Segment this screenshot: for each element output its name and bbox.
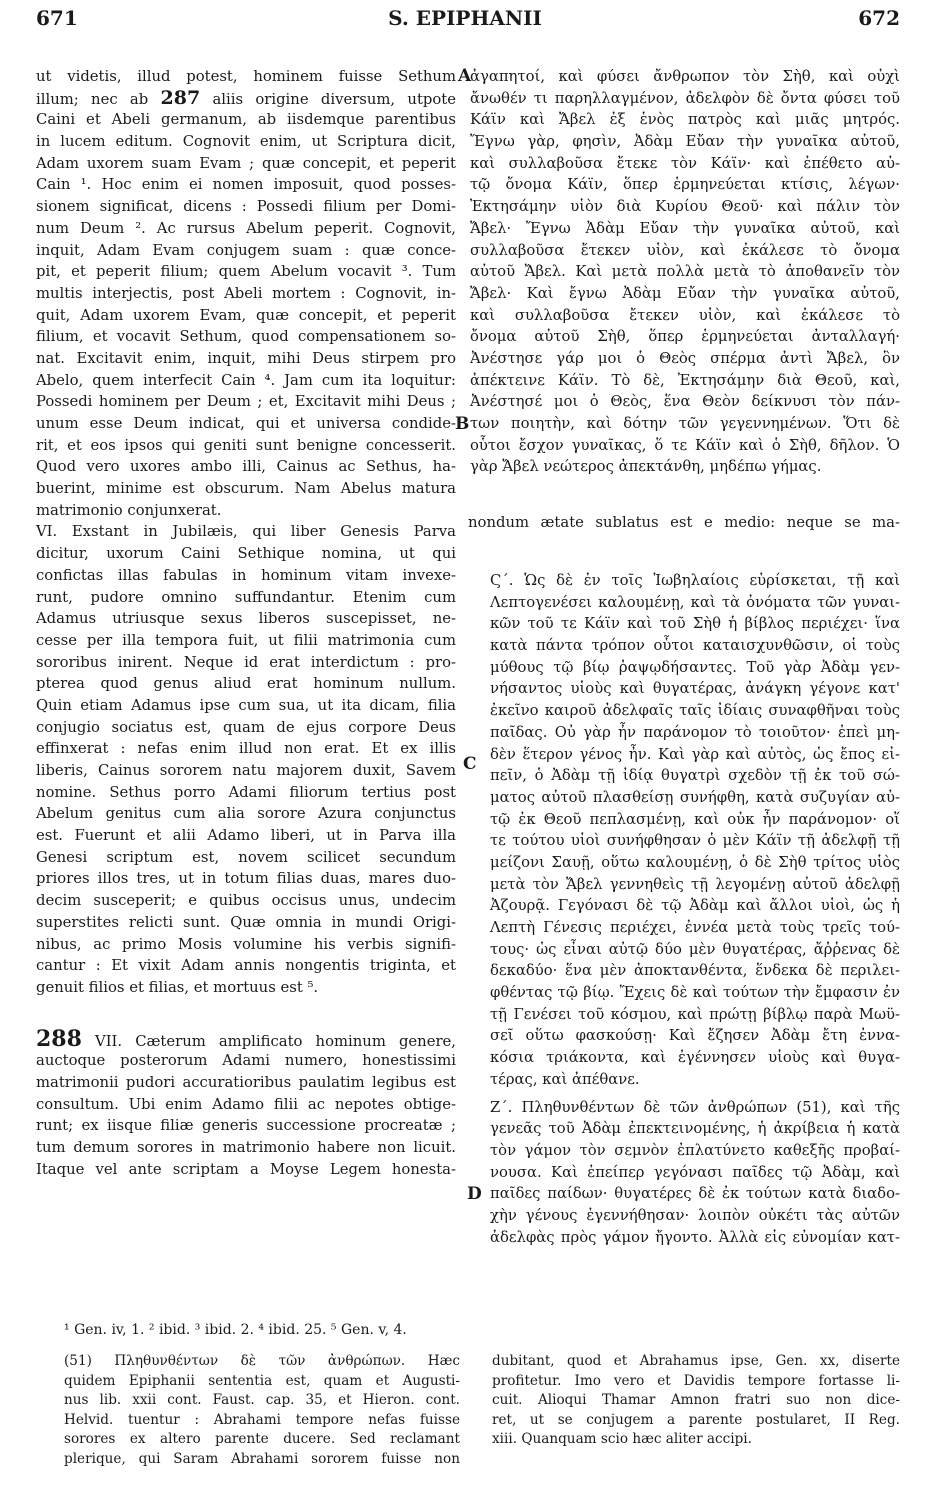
text-line: τὸν γάμον τὸν σεμνὸν ἐπλατύνετο καθεξῆς προβαί- bbox=[490, 1141, 900, 1159]
text-line: χὴν γένους ἐγεννήθησαν· λοιπὸν οὐκέτι τὰς αὐτῶν bbox=[490, 1206, 900, 1224]
text-line: τῷ ἐκ Θεοῦ πεπλασμένῃ, καὶ οὐκ ἦν παράνομον· οἵ bbox=[490, 810, 900, 828]
text-line: num Deum ². Ac rursus Abelum peperit. Cognovit, bbox=[36, 219, 456, 237]
text-line: matrimonii pudori accuratioribus paulatim legibus est bbox=[36, 1073, 456, 1091]
page-number-right: 672 bbox=[858, 6, 900, 30]
note-left-column bbox=[64, 1352, 460, 1469]
text-line: κατὰ πάντα τρόπον οὗτοι καταισχυνθῶσιν, οἱ τοὺς bbox=[490, 637, 900, 655]
text-line: γενεᾶς τοῦ Ἀδὰμ ἐπεκτεινομένης, ἡ ἀκρίβεια ἡ κατὰ bbox=[490, 1120, 900, 1138]
note-right-column bbox=[492, 1352, 900, 1450]
margin-marker-b: B bbox=[455, 414, 470, 434]
text-line: conjugio sociatus est, quam de ejus corpore Deus bbox=[36, 718, 456, 736]
text-line: tum demum sorores in matrimonio habere non licuit. bbox=[36, 1139, 456, 1156]
text-line: confictas illas fabulas in hominum vitam invexe- bbox=[36, 566, 456, 584]
text-line: Ἀζουρᾷ. Γεγόνασι δὲ τῷ Ἀδὰμ καὶ ἄλλοι υἱοὶ, ὡς ἡ bbox=[490, 897, 900, 915]
text-line: consultum. Ubi enim Adamo filii ac nepotes obtige- bbox=[36, 1095, 456, 1113]
text-line: Ἀνέστησέ μοι ὁ Θεὸς, ἕνα Θεὸν δείκνυσι τὸν πάν- bbox=[470, 393, 900, 411]
text-line: multis interjectis, post Abeli mortem : Cognovit, in- bbox=[36, 284, 456, 302]
text-line: Genesi scriptum est, novem scilicet secundum bbox=[36, 848, 456, 866]
text-line: nibus, ac primo Mosis volumine his verbis signifi- bbox=[36, 935, 456, 953]
text-line: κῶν τοῦ τε Κάϊν καὶ τοῦ Σὴθ ἡ βίβλος περιέχει· ἵνα bbox=[490, 615, 900, 633]
text-line: cuit. Alioqui Thamar Amnon fratri suo non dice- bbox=[492, 1392, 900, 1408]
text-line: φθέντας τῷ βίῳ. Ἔχεις δὲ καὶ τούτων τὴν ἔμφασιν ἐν bbox=[490, 984, 900, 1002]
text-line: τῇ Γενέσει τοῦ κόσμου, καὶ πρώτῃ βίβλῳ παρὰ Μωϋ- bbox=[490, 1005, 900, 1023]
text-line: ret, ut se conjugem a parente postularet, II Reg. bbox=[492, 1411, 900, 1428]
text-line: matrimonio conjunxerat. bbox=[36, 501, 222, 519]
text-line: Caini et Abeli germanum, ab iisdemque parentibus bbox=[36, 111, 456, 129]
greek-column-upper bbox=[470, 66, 900, 478]
margin-marker-a: A bbox=[458, 66, 472, 86]
text-line: Λεπτὴ Γένεσις περιέχει, ἐννέα μετὰ τοὺς τρεῖς τού- bbox=[490, 919, 900, 936]
text-line: xiii. Quanquam scio hæc aliter accipi. bbox=[492, 1431, 752, 1447]
text-line: dubitant, quod et Abrahamus ipse, Gen. xx, diserte bbox=[492, 1353, 900, 1369]
text-line: Quod vero uxores ambo illi, Cainus ac Sethus, ha- bbox=[36, 458, 456, 476]
text-line: Λεπτογενέσει καλουμένῃ, καὶ τὰ ὀνόματα τῶν γυναι- bbox=[490, 593, 900, 611]
text-line: νουσα. Καὶ ἐπείπερ γεγόνασι παῖδες τῷ Ἀδὰμ, καὶ bbox=[490, 1163, 900, 1181]
footnote-references: ¹ Gen. iv, 1. ² ibid. ³ ibid. 2. ⁴ ibid. 25. ⁵ Gen. v, 4. bbox=[64, 1322, 407, 1338]
text-line: οὗτοι ἔσχον γυναῖκας, ὅ τε Κάϊν καὶ ὁ Σὴθ, δῆλον. Ὁ bbox=[470, 436, 900, 454]
text-line: τέρας, καὶ ἀπέθανε. bbox=[490, 1070, 640, 1088]
text-line: runt, pudore omnino suffundantur. Etenim cum bbox=[36, 588, 456, 606]
greek-column-lower bbox=[490, 570, 900, 1248]
text-line: μετὰ τὸν Ἄβελ γεννηθεὶς τῇ λεγομένῃ αὐτοῦ ἀδελφῇ bbox=[490, 875, 900, 893]
text-line: ἀπέκτεινε Κάϊν. Τὸ δὲ, Ἐκτησάμην διὰ Θεοῦ, καὶ, bbox=[470, 371, 900, 389]
text-line: Ἀνέστησε γάρ μοι ὁ Θεὸς σπέρμα ἀντὶ Ἄβελ, ὃν bbox=[470, 349, 900, 367]
text-line: Possedi hominem per Deum ; et, Excitavit mihi Deus ; bbox=[36, 393, 456, 411]
text-line: Κάϊν καὶ Ἄβελ ἐξ ἑνὸς πατρὸς καὶ μιᾶς μητρός. bbox=[470, 111, 900, 129]
text-line: VI. Exstant in Jubilæis, qui liber Genesis Parva bbox=[36, 523, 456, 541]
text-line: profitetur. Imo vero et Davidis tempore fortasse li- bbox=[492, 1372, 900, 1389]
text-line: pterea quod genus aliud erat hominum nullum. bbox=[36, 675, 456, 693]
text-line: αὐτοῦ Ἄβελ. Καὶ μετὰ πολλὰ μετὰ τὸ ἀποθανεῖν τὸν bbox=[470, 263, 900, 281]
text-line: decim susceperit; e quibus occisus unus, undecim bbox=[36, 892, 456, 910]
text-line: ματος αὐτοῦ πλασθείσῃ συνήφθη, κατὰ συζυγίαν αὐ- bbox=[490, 788, 900, 806]
text-line: sionem significat, dicens : Possedi filium per Domi- bbox=[36, 198, 456, 216]
text-line: effinxerat : nefas enim illud non erat. Et ex illis bbox=[36, 740, 456, 758]
text-line: γὰρ Ἄβελ νεώτερος ἀπεκτάνθη, μηδέπω γήμας. bbox=[470, 458, 822, 476]
section-number-287: 287 bbox=[160, 86, 201, 109]
text-line: Ἄβελ· Καὶ ἔγνω Ἀδὰμ Εὔαν τὴν γυναῖκα αὐτοῦ, bbox=[470, 284, 900, 302]
text-line: unum esse Deum indicat, qui et universa condide- bbox=[36, 415, 456, 432]
text-line: παῖδες παίδων· θυγατέρες δὲ ἐκ τούτων κατὰ διαδο- bbox=[490, 1185, 900, 1203]
text-line: πεῖν, ὁ Ἀδὰμ τῇ ἰδίᾳ θυγατρὶ σχεδὸν τῇ ἐκ τοῦ σώ- bbox=[490, 767, 900, 785]
text-line: ἄνωθέν τι παρηλλαγμένον, ἀδελφὸν δὲ ὄντα φύσει τοῦ bbox=[470, 89, 900, 107]
text-line: καὶ συλλαβοῦσα ἔτεκεν υἱὸν, καὶ ἐκάλεσε τὸ bbox=[470, 306, 900, 324]
text-line: nus lib. xxii cont. Faust. cap. 35, et Hieron. cont. bbox=[64, 1392, 460, 1408]
text-line: ἀγαπητοί, καὶ φύσει ἄνθρωπον τὸν Σὴθ, καὶ οὐχὶ bbox=[470, 68, 900, 85]
text-line: filium, et vocavit Sethum, quod compensationem so- bbox=[36, 328, 456, 346]
text-line: inquit, Adam Evam conjugem suam : quæ conce- bbox=[36, 241, 456, 259]
text-line: plerique, qui Saram Abrahami sororem fuisse non bbox=[64, 1450, 460, 1467]
section-number-288: 288 bbox=[36, 1025, 82, 1052]
text-line: ἀδελφὰς πρὸς γάμον ἤγοντο. Ἀλλὰ εἰς εὐνομίαν κατ- bbox=[490, 1228, 900, 1246]
text-line: συλλαβοῦσα ἔτεκεν υἱὸν, καὶ ἐκάλεσε τὸ ὄνομα bbox=[470, 241, 900, 259]
text-line: sorores ex altero parente ducere. Sed reclamant bbox=[64, 1431, 460, 1447]
text-line: τε τούτου υἱοὶ συνήφθησαν ὁ μὲν Κάϊν τῇ ἀδελφῇ τῇ bbox=[490, 832, 900, 850]
text-line: Abelo, quem interfecit Cain ⁴. Jam cum ita loquitur: bbox=[36, 371, 456, 389]
text-line: quidem Epiphanii sententia est, quam et Augusti- bbox=[64, 1372, 460, 1389]
text-line: auctoque posterorum Adami numero, honestissimi bbox=[36, 1052, 456, 1070]
latin-bridge-line: nondum ætate sublatus est e medio: neque se ma- bbox=[468, 514, 900, 531]
text-line: cantur : Et vixit Adam annis nongentis triginta, et bbox=[36, 957, 456, 975]
text-line: quit, Adam uxorem Evam, quæ concepit, et peperit bbox=[36, 306, 456, 324]
text-line: genuit filios et filias, et mortuus est ⁵. bbox=[36, 978, 319, 996]
text-line: Ζ΄. Πληθυνθέντων δὲ τῶν ἀνθρώπων (51), καὶ τῆς bbox=[490, 1098, 900, 1116]
text-line: Ἄβελ· Ἔγνω Ἀδὰμ Εὔαν τὴν γυναῖκα αὐτοῦ, καὶ bbox=[470, 219, 900, 237]
text-line: σεῖ οὕτω φασκούσῃ· Καὶ ἔζησεν Ἀδὰμ ἔτη ἐννα- bbox=[490, 1027, 900, 1045]
margin-marker-d: D bbox=[467, 1184, 482, 1204]
text-line: των ποιητὴν, καὶ δότην τῶν γεγεννημένων. Ὅτι δὲ bbox=[470, 415, 900, 432]
text-line: Quin etiam Adamus ipse cum sua, ut ita dicam, filia bbox=[36, 696, 456, 714]
text-line: rit, et eos ipsos qui geniti sunt benigne concesserit. bbox=[36, 436, 456, 454]
text-line: τῷ ὄνομα Κάϊν, ὅπερ ἑρμηνεύεται κτίσις, λέγων· bbox=[470, 176, 900, 194]
text-line: Ϛ΄. Ὡς δὲ ἐν τοῖς Ἰωβηλαίοις εὑρίσκεται, τῇ καὶ bbox=[490, 572, 900, 589]
text-line: dicitur, uxorum Caini Sethique nomina, ut qui bbox=[36, 545, 456, 563]
text-line: runt; ex iisque filiæ generis successione procreatæ ; bbox=[36, 1117, 456, 1135]
text-line: καὶ συλλαβοῦσα ἔτεκε τὸν Κάϊν· καὶ ἐπέθετο αὐ- bbox=[470, 154, 900, 172]
text-line: est. Fuerunt et alii Adamo liberi, ut in Parva illa bbox=[36, 827, 456, 845]
text-line: δὲν ἕτερον γένος ἦν. Καὶ γὰρ καὶ αὐτὸς, ὡς ἔπος εἰ- bbox=[490, 745, 900, 763]
text-line: nat. Excitavit enim, inquit, mihi Deus stirpem pro bbox=[36, 349, 456, 367]
text-line: μύθους τῷ βίῳ ῥαψῳδήσαντες. Τοῦ γὰρ Ἀδὰμ γεν- bbox=[490, 658, 900, 676]
margin-marker-c: C bbox=[463, 754, 477, 774]
text-line: Ἐκτησάμην υἱὸν διὰ Κυρίου Θεοῦ· καὶ πάλιν τὸν bbox=[470, 198, 900, 216]
text-line: Itaque vel ante scriptam a Moyse Legem honesta- bbox=[36, 1160, 456, 1178]
text-line: buerint, minime est obscurum. Nam Abelus matura bbox=[36, 480, 456, 498]
text-line: κόσια τριάκοντα, καὶ ἐγέννησεν υἱοὺς καὶ θυγα- bbox=[490, 1049, 900, 1067]
text-line: (51) Πληθυνθέντων δὲ τῶν ἀνθρώπων. Hæc bbox=[64, 1353, 460, 1369]
text-line: Abelum genitus cum alia sorore Azura conjunctus bbox=[36, 805, 456, 823]
text-line: sororibus inirent. Neque id erat interdictum : pro- bbox=[36, 653, 456, 671]
latin-column bbox=[36, 66, 456, 1180]
text-line: νήσαντος υἱοὺς καὶ θυγατέρας, ἀνάγκη γέγονε κατ' bbox=[490, 680, 900, 698]
text-line: liberis, Cainus sororem natu majorem duxit, Savem bbox=[36, 762, 456, 779]
text-line: δεκαδύο· ἕνα μὲν ἀποκτανθέντα, ἕνδεκα δὲ περιλει- bbox=[490, 962, 900, 980]
text-line: illum; nec ab 287 aliis origine diversum, utpote bbox=[36, 86, 456, 109]
text-line: cesse per illa tempora fuit, ut filii matrimonia cum bbox=[36, 631, 456, 649]
page-number-left: 671 bbox=[36, 6, 78, 30]
text-line: μείζονι Σαυῇ, οὕτω καλουμένῃ, ὁ δὲ Σὴθ τρίτος υἱὸς bbox=[490, 853, 900, 871]
text-line: Cain ¹. Hoc enim ei nomen imposuit, quod posses- bbox=[36, 176, 456, 194]
text-line: τους· ὡς εἶναι αὐτῷ δύο μὲν θυγατέρας, ἄῤῥενας δὲ bbox=[490, 940, 900, 958]
text-line: ὄνομα αὐτοῦ Σὴθ, ὅπερ ἑρμηνεύεται ἀνταλλαγή· bbox=[470, 328, 900, 346]
text-line: παῖδας. Οὐ γὰρ ἦν παράνομον τὸ τοιοῦτον· ἐπεὶ μη- bbox=[490, 723, 900, 741]
text-line: in lucem editum. Cognovit enim, ut Scriptura dicit, bbox=[36, 133, 456, 151]
text-line: 288 VII. Cæterum amplificato hominum genere, bbox=[36, 1025, 456, 1052]
text-line: superstites relicti sunt. Quæ omnia in mundi Origi- bbox=[36, 913, 456, 931]
text-line: ἐκεῖνο καιροῦ ἀδελφαῖς ταῖς ἰδίαις συναφθῆναι τοὺς bbox=[490, 702, 900, 720]
text-line: Adam uxorem suam Evam ; quæ concepit, et peperit bbox=[36, 154, 456, 172]
text-line: pit, et peperit filium; quem Abelum vocavit ³. Tum bbox=[36, 263, 456, 281]
text-line: Helvid. tuentur : Abrahami tempore nefas fuisse bbox=[64, 1411, 460, 1428]
text-line: priores illos tres, ut in totum filias duas, mares duo- bbox=[36, 870, 456, 888]
running-title: S. EPIPHANII bbox=[388, 6, 542, 30]
text-line: ut videtis, illud potest, hominem fuisse Sethum bbox=[36, 68, 456, 85]
text-line: nomine. Sethus porro Adami filiorum tertius post bbox=[36, 783, 456, 801]
text-line: Adamus utriusque sexus liberos suscepisset, ne- bbox=[36, 610, 456, 628]
text-line: Ἔγνω γὰρ, φησὶν, Ἀδὰμ Εὔαν τὴν γυναῖκα αὐτοῦ, bbox=[470, 133, 900, 151]
